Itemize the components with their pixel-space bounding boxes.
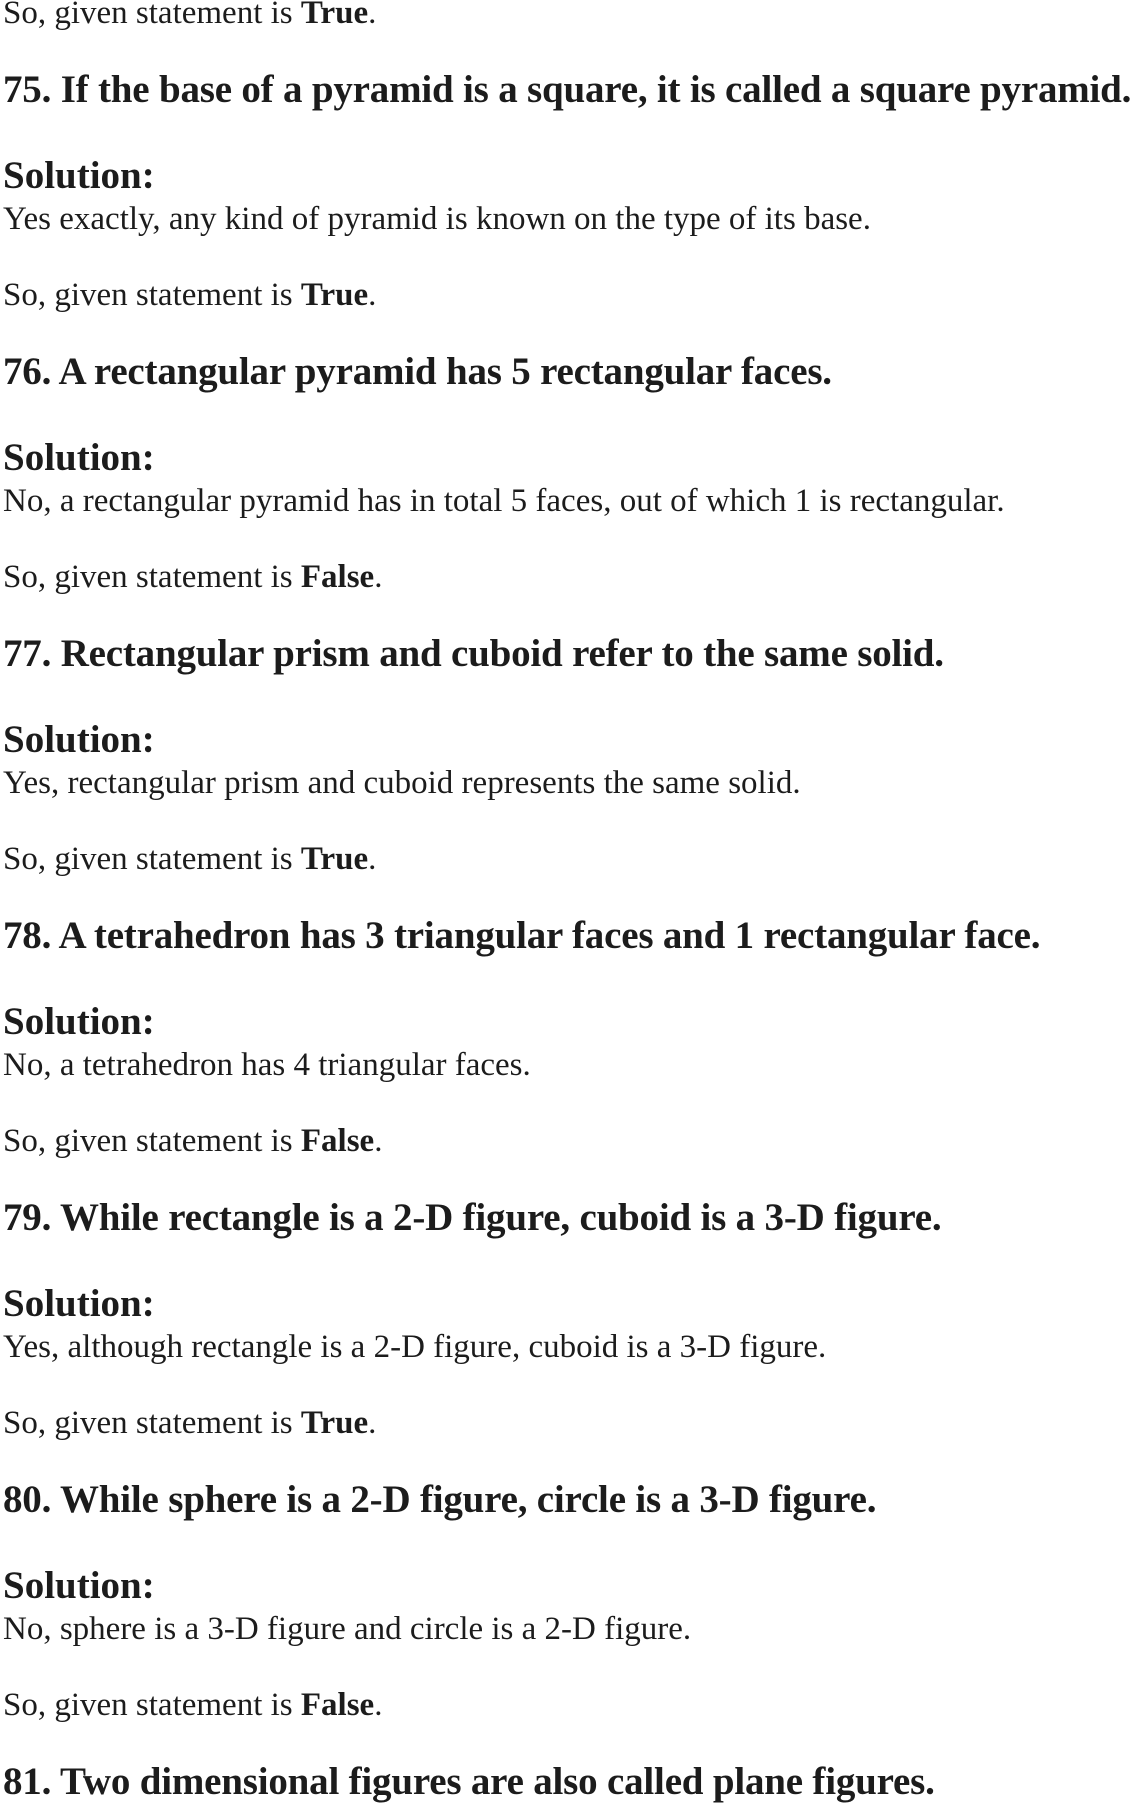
verdict-suffix: . xyxy=(368,841,377,877)
verdict-suffix: . xyxy=(374,559,383,595)
verdict-prefix: So, given statement is xyxy=(3,277,301,313)
question-heading: 77. Rectangular prism and cuboid refer to the same solid. xyxy=(3,632,944,675)
verdict-line xyxy=(3,1686,1136,1724)
answer-text: Yes, rectangular prism and cuboid represents the same solid. xyxy=(3,765,801,801)
question-block-76 xyxy=(3,350,1136,596)
verdict-line xyxy=(3,1122,1136,1160)
answer-text: Yes exactly, any kind of pyramid is known on the type of its base. xyxy=(3,201,871,237)
solution-label: Solution: xyxy=(3,154,155,197)
answer-text: Yes, although rectangle is a 2-D figure, cuboid is a 3-D figure. xyxy=(3,1329,827,1365)
answer-text: No, sphere is a 3-D figure and circle is a 2-D figure. xyxy=(3,1611,692,1647)
question-heading: 76. A rectangular pyramid has 5 rectangular faces. xyxy=(3,350,832,393)
verdict-suffix: . xyxy=(368,0,377,31)
question-heading: 75. If the base of a pyramid is a square, it is called a square pyramid. xyxy=(3,68,1132,111)
verdict-prefix: So, given statement is xyxy=(3,1405,301,1441)
verdict-value: True xyxy=(300,277,369,313)
verdict-line-previous xyxy=(3,0,1136,32)
question-heading: 81. Two dimensional figures are also called plane figures. xyxy=(3,1760,935,1803)
verdict-value: False xyxy=(300,1123,375,1159)
solution-label: Solution: xyxy=(3,1000,155,1043)
verdict-suffix: . xyxy=(368,277,377,313)
question-block-78 xyxy=(3,914,1136,1160)
question-heading: 78. A tetrahedron has 3 triangular faces and 1 rectangular face. xyxy=(3,914,1041,957)
verdict-suffix: . xyxy=(368,1405,377,1441)
verdict-value: True xyxy=(300,1405,369,1441)
answer-text: No, a rectangular pyramid has in total 5 faces, out of which 1 is rectangular. xyxy=(3,483,1005,519)
verdict-value: True xyxy=(300,0,369,31)
question-block-79 xyxy=(3,1196,1136,1442)
verdict-prefix: So, given statement is xyxy=(3,1687,301,1723)
verdict-line xyxy=(3,276,1136,314)
verdict-line xyxy=(3,840,1136,878)
verdict-prefix: So, given statement is xyxy=(3,0,301,31)
solution-label: Solution: xyxy=(3,1282,155,1325)
question-block-81 xyxy=(3,1760,1136,1804)
verdict-prefix: So, given statement is xyxy=(3,559,301,595)
verdict-prefix: So, given statement is xyxy=(3,841,301,877)
question-block-80 xyxy=(3,1478,1136,1724)
answer-text: No, a tetrahedron has 4 triangular faces. xyxy=(3,1047,531,1083)
question-block-75 xyxy=(3,68,1136,314)
verdict-suffix: . xyxy=(374,1687,383,1723)
verdict-prefix: So, given statement is xyxy=(3,1123,301,1159)
verdict-value: False xyxy=(300,559,375,595)
verdict-suffix: . xyxy=(374,1123,383,1159)
solution-label: Solution: xyxy=(3,436,155,479)
verdict-value: False xyxy=(300,1687,375,1723)
verdict-line xyxy=(3,558,1136,596)
verdict-line xyxy=(3,1404,1136,1442)
question-heading: 80. While sphere is a 2-D figure, circle is a 3-D figure. xyxy=(3,1478,877,1521)
question-block-77 xyxy=(3,632,1136,878)
solution-label: Solution: xyxy=(3,1564,155,1607)
solution-label: Solution: xyxy=(3,718,155,761)
question-heading: 79. While rectangle is a 2-D figure, cuboid is a 3-D figure. xyxy=(3,1196,942,1239)
verdict-value: True xyxy=(300,841,369,877)
